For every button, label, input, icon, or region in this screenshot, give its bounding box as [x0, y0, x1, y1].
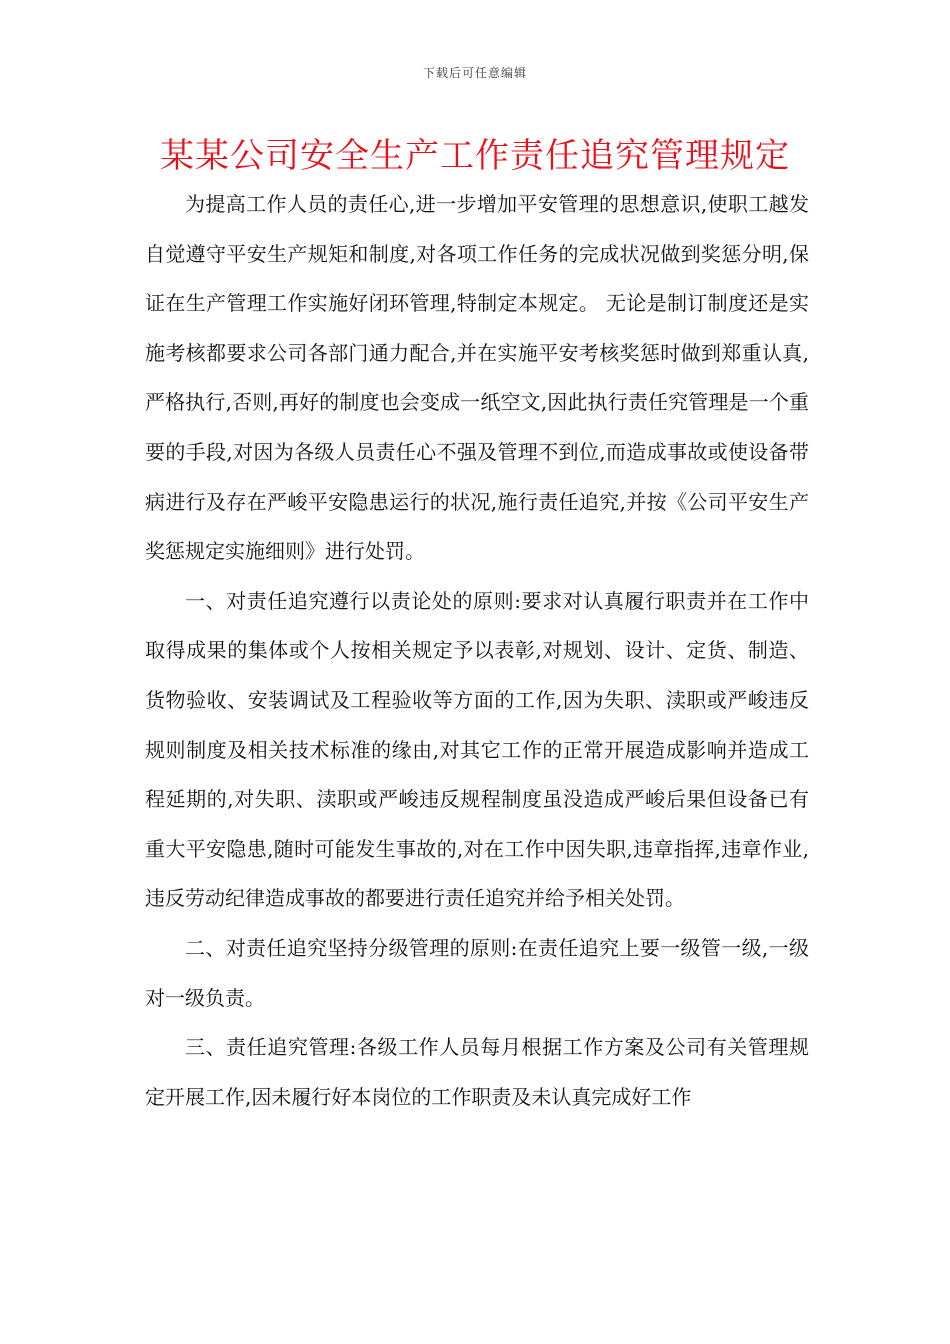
paragraph-section-1: 一、对责任追究遵行以责论处的原则:要求对认真履行职责并在工作中取得成果的集体或个人按相关规定予以表彰,对规划、设计、定货、制造、货物验收、安装调试及工程验收等方面的工作,因为失职、渎职或严峻违反规则制度及相关技术标准的缘由,对其它工作的正常开展造成影响并造成工程延期的,对失职、渎职或严峻违反规程制度虽没造成严峻后果但设备已有重大平安隐患,随时可能发生事故的,对在工作中因失职,违章指挥,违章作业,违反劳动纪律造成事故的都要进行责任追究并给予相关处罚。 [145, 588, 809, 911]
paragraph-section-2: 二、对责任追究坚持分级管理的原则:在责任追究上要一级管一级,一级对一级负责。 [145, 935, 809, 1010]
document-title: 某某公司安全生产工作责任追究管理规定 [160, 136, 790, 176]
paragraph-section-3: 三、责任追究管理:各级工作人员每月根据工作方案及公司有关管理规定开展工作,因未履行好本岗位的工作职责及未认真完成好工作 [145, 1035, 809, 1109]
document-body [145, 180, 809, 1122]
header-note: 下载后可任意编辑 [422, 66, 527, 80]
paragraph-intro: 为提高工作人员的责任心,进一步增加平安管理的思想意识,使职工越发自觉遵守平安生产规矩和制度,对各项工作任务的完成状况做到奖惩分明,保证在生产管理工作实施好闭环管理,特制定本规定。 无论是制订制度还是实施考核都要求公司各部门通力配合,并在实施平安考核奖惩时做到郑重认真,严格执行,否则,再好的制度也会变成一纸空文,因此执行责任究管理是一个重要的手段,对因为各级人员责任心不强及管理不到位,而造成事故或使设备带病进行及存在严峻平安隐患运行的状况,施行责任追究,并按《公司平安生产奖惩规定实施细则》进行处罚。 [145, 192, 809, 564]
